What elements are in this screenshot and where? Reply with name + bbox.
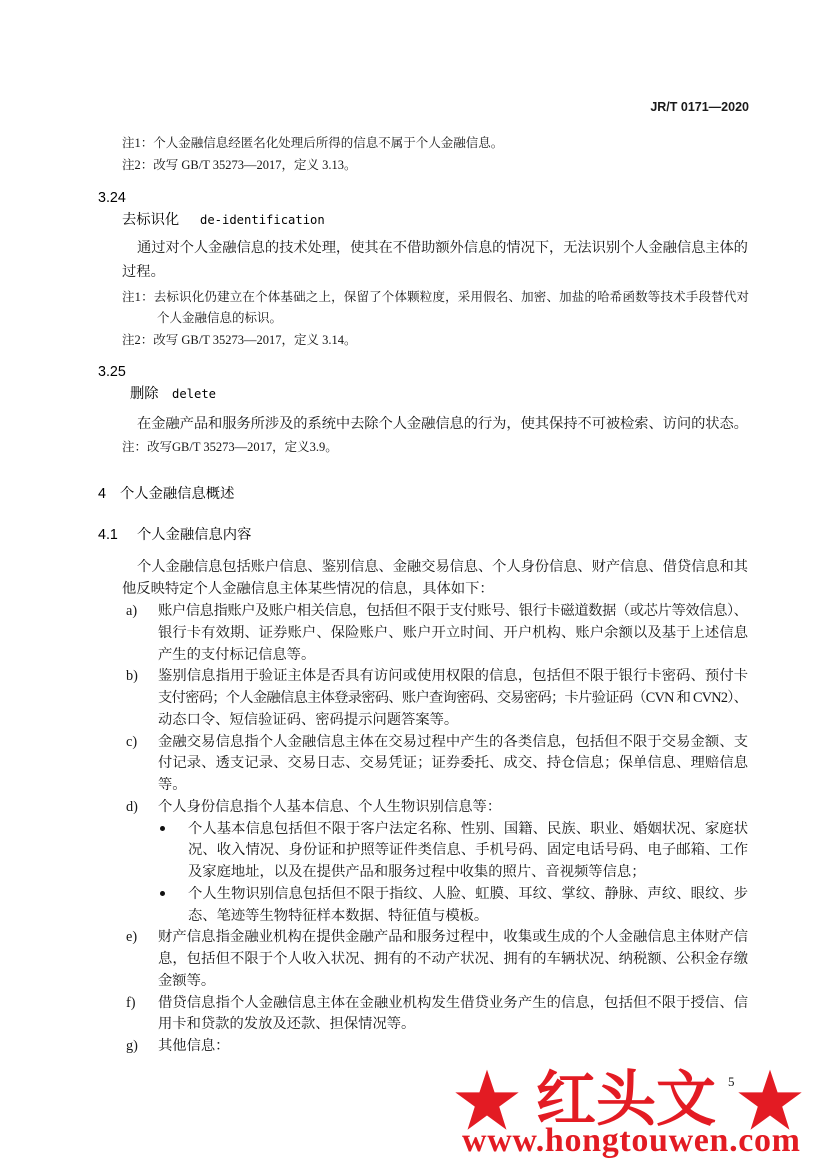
chapter-title: 个人金融信息概述 (120, 486, 235, 502)
clause-title: 个人金融信息内容 (137, 527, 252, 543)
list-item-line: 财产信息指金融业机构在提供金融产品和服务过程中，收集或生成的个人金融信息主体财产信 (158, 929, 749, 945)
list-item-line: 用卡和贷款的发放及还款、担保情况等。 (158, 1016, 416, 1032)
clause-number: 4.1 (98, 527, 118, 543)
list-item-line: 金融交易信息指个人金融信息主体在交易过程中产生的各类信息，包括但不限于交易金额、支 (158, 734, 749, 750)
term-name-en: delete (172, 387, 217, 401)
chapter-number: 4 (98, 486, 106, 502)
term-note-line: 注1：去标识化仍建立在个体基础之上，保留了个体颗粒度，采用假名、加密、加盐的哈希函数等技术手段替代对 (122, 290, 750, 304)
term-number: 3.24 (98, 190, 126, 206)
clause-intro-line: 他反映特定个人金融信息主体某些情况的信息，具体如下： (122, 581, 494, 597)
list-item-label: c) (126, 734, 138, 750)
term-definition-line: 通过对个人金融信息的技术处理，使其在不借助额外信息的情况下，无法识别个人金融信息主体的 (137, 240, 748, 256)
term-name-en: de-identification (200, 213, 325, 227)
term-number: 3.25 (98, 364, 126, 380)
term-note-line: 注2：改写 GB/T 35273—2017，定义 3.13。 (122, 158, 357, 172)
bullet-line: 个人生物识别信息包括但不限于指纹、人脸、虹膜、耳纹、掌纹、静脉、声纹、眼纹、步 (188, 886, 749, 902)
list-item-line: 账户信息指账户及账户相关信息，包括但不限于支付账号、银行卡磁道数据（或芯片等效信息）、 (158, 603, 748, 619)
term-note-line: 注1：个人金融信息经匿名化处理后所得的信息不属于个人金融信息。 (122, 136, 504, 150)
term-note-line: 注：改写GB/T 35273—2017，定义3.9。 (122, 440, 338, 454)
term-definition-line: 在金融产品和服务所涉及的系统中去除个人金融信息的行为，使其保持不可被检索、访问的状态。 (137, 416, 748, 432)
list-item-label: e) (126, 929, 138, 945)
bullet-line: 态、笔迹等生物特征样本数据、特征值与模板。 (188, 908, 489, 924)
list-item-line: 等。 (158, 777, 187, 793)
list-item-line: 其他信息： (158, 1038, 230, 1054)
term-name-zh: 去标识化 (122, 212, 180, 228)
list-item-label: f) (126, 995, 136, 1011)
list-item-line: 动态口令、短信验证码、密码提示问题答案等。 (158, 712, 459, 728)
list-item-label: g) (126, 1038, 138, 1054)
clause-intro-line: 个人金融信息包括账户信息、鉴别信息、金融交易信息、个人身份信息、财产信息、借贷信息和其 (137, 559, 748, 575)
list-item-line: 支付密码；个人金融信息主体登录密码、账户查询密码、交易密码；卡片验证码（CVN 和 CVN2）、 (158, 690, 748, 706)
list-item-line: 付记录、透支记录、交易日志、交易凭证；证券委托、成交、持仓信息；保单信息、理赔信息 (158, 755, 749, 771)
term-name-zh: 删除 (130, 386, 159, 402)
term-note-line: 注2：改写 GB/T 35273—2017，定义 3.14。 (122, 333, 357, 347)
list-item-line: 个人身份信息指个人基本信息、个人生物识别信息等： (158, 799, 502, 815)
list-item-label: a) (126, 603, 138, 619)
bullet-icon (160, 826, 165, 831)
bullet-line: 个人基本信息包括但不限于客户法定名称、性别、国籍、民族、职业、婚姻状况、家庭状 (188, 821, 749, 837)
standard-code: JR/T 0171—2020 (650, 100, 749, 114)
list-item-line: 产生的支付标记信息等。 (158, 647, 316, 663)
bullet-line: 况、收入情况、身份证和护照等证件类信息、手机号码、固定电话号码、电子邮箱、工作 (188, 842, 749, 858)
list-item-label: d) (126, 799, 138, 815)
list-item-line: 鉴别信息指用于验证主体是否具有访问或使用权限的信息，包括但不限于银行卡密码、预付卡 (158, 668, 749, 684)
watermark-url: www.hongtouwen.com (462, 1122, 801, 1159)
term-definition-line: 过程。 (122, 264, 165, 280)
list-item-line: 借贷信息指个人金融信息主体在金融业机构发生借贷业务产生的信息，包括但不限于授信、信 (158, 995, 749, 1011)
page-number: 5 (728, 1074, 735, 1089)
bullet-line: 及家庭地址，以及在提供产品和服务过程中收集的照片、音视频等信息； (188, 864, 646, 880)
list-item-line: 银行卡有效期、证券账户、保险账户、账户开立时间、开户机构、账户余额以及基于上述信息 (158, 625, 749, 641)
term-note-line: 个人金融信息的标识。 (157, 311, 283, 325)
list-item-line: 息，包括但不限于个人收入状况、拥有的不动产状况、拥有的车辆状况、纳税额、公积金存缴 (158, 951, 749, 967)
list-item-label: b) (126, 668, 138, 684)
watermark-brand: 红头文 (536, 1065, 716, 1135)
list-item-line: 金额等。 (158, 973, 216, 989)
bullet-icon (160, 891, 165, 896)
